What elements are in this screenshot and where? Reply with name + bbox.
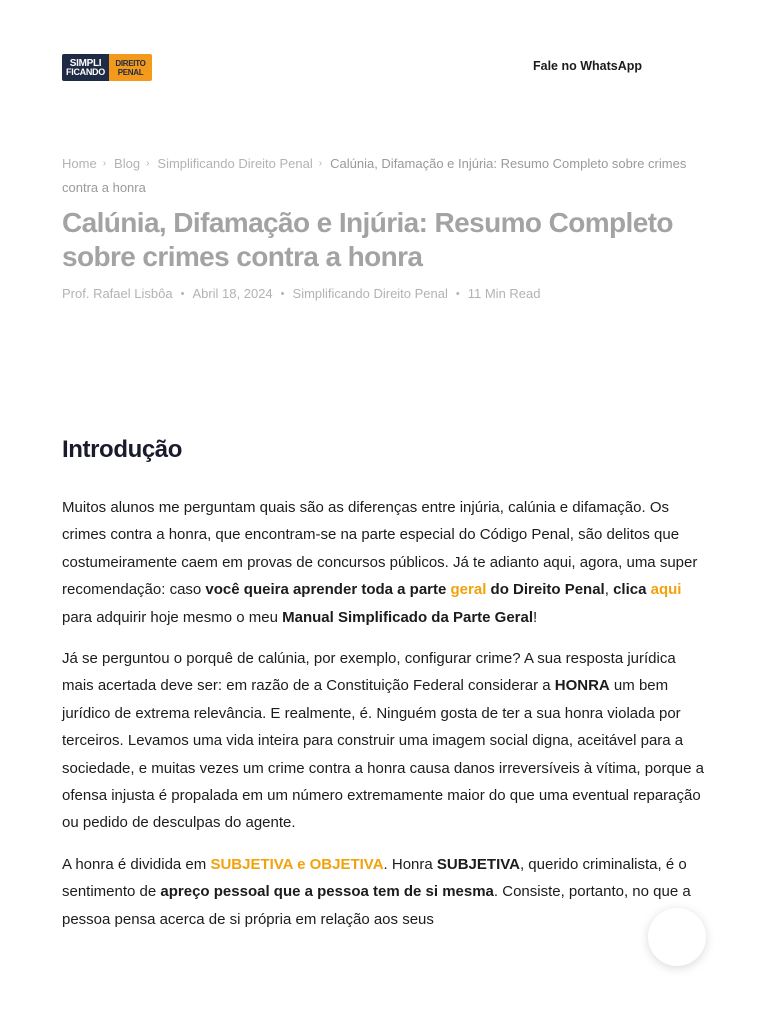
p3-accent-subjetiva-objetiva: SUBJETIVA e OBJETIVA bbox=[210, 855, 384, 873]
p1-text-2: , bbox=[604, 581, 614, 599]
meta-author[interactable]: Prof. Rafael Lisbôa bbox=[62, 286, 173, 301]
site-logo[interactable] bbox=[62, 54, 152, 81]
article-body bbox=[62, 436, 708, 947]
p3-text-4: . Consiste, portanto, no que a pessoa pensa acerca de si própria em relação aos seus bbox=[62, 883, 691, 928]
logo-text-penal: PENAL bbox=[117, 67, 144, 77]
breadcrumb-home[interactable]: Home bbox=[62, 156, 97, 171]
p1-text-1: Muitos alunos me perguntam quais são as diferenças entre injúria, calúnia e difamação. Os crimes contra a honra, que encontram-se na parte especial do Código Penal, são delitos que costumeiramente caem em provas de concursos públicos. Já te adianto aqui, agora, uma super recomendação: caso bbox=[62, 499, 698, 599]
chat-widget-button[interactable] bbox=[648, 908, 706, 966]
paragraph-3 bbox=[62, 851, 708, 933]
meta-dot: • bbox=[455, 287, 460, 300]
logo-right-block bbox=[109, 54, 152, 81]
paragraph-1 bbox=[62, 494, 708, 631]
p3-bold-apreco: apreço pessoal que a pessoa tem de si mesma bbox=[160, 883, 494, 901]
p3-bold-subjetiva: SUBJETIVA bbox=[436, 855, 520, 873]
meta-dot: • bbox=[180, 287, 185, 300]
meta-read-time: 11 Min Read bbox=[467, 286, 541, 301]
chevron-right-icon: › bbox=[318, 158, 323, 169]
meta-dot: • bbox=[280, 287, 285, 300]
breadcrumb-current: Calúnia, Difamação e Injúria: Resumo Completo sobre crimes contra a honra bbox=[62, 156, 687, 195]
p3-text-1: A honra é dividida em bbox=[62, 855, 211, 873]
breadcrumb-blog[interactable]: Blog bbox=[114, 156, 141, 171]
p2-text-2: um bem jurídico de extrema relevância. E realmente, é. Ninguém gosta de ter a sua honra violada por terceiros. Levamos uma vida inteira para construir uma imagem social digna, aceitável para a sociedade, e muitas vezes um crime contra a honra causa danos irreversíveis à vítima, porque a ofensa injusta é propalada em um número extremamente maior do que uma eventual reparação ou pedido de desculpas do agente. bbox=[62, 677, 704, 832]
logo-text-simpli: SIMPLI bbox=[69, 57, 102, 69]
page-title: Calúnia, Difamação e Injúria: Resumo Completo sobre crimes contra a honra bbox=[62, 207, 673, 272]
p1-text-3: para adquirir hoje mesmo o meu bbox=[62, 608, 283, 626]
logo-left-block bbox=[62, 54, 109, 81]
post-meta bbox=[62, 286, 541, 301]
p2-bold-honra: HONRA bbox=[554, 677, 610, 695]
p1-bold-3: clica bbox=[613, 581, 651, 599]
meta-category[interactable]: Simplificando Direito Penal bbox=[292, 286, 448, 301]
p1-bold-2: do Direito Penal bbox=[486, 581, 605, 599]
paragraph-2 bbox=[62, 645, 708, 837]
chevron-right-icon: › bbox=[146, 158, 150, 169]
whatsapp-link[interactable]: Fale no WhatsApp bbox=[533, 59, 643, 73]
section-heading-introducao: Introdução bbox=[62, 436, 182, 463]
site-header bbox=[0, 0, 768, 130]
breadcrumb bbox=[62, 153, 712, 199]
logo-text-direito: DIREITO bbox=[115, 58, 146, 68]
p3-text-2: . Honra bbox=[383, 855, 437, 873]
p3-text-3: , querido criminalista, é o sentimento de bbox=[62, 855, 687, 901]
p1-text-4: ! bbox=[533, 608, 538, 626]
p1-bold-4: Manual Simplificado da Parte Geral bbox=[282, 608, 534, 626]
logo-text-ficando: FICANDO bbox=[66, 66, 105, 77]
p1-bold-1: você queira aprender toda a parte bbox=[205, 581, 451, 599]
meta-date: Abril 18, 2024 bbox=[192, 286, 273, 301]
link-geral[interactable]: geral bbox=[450, 581, 487, 599]
breadcrumb-category[interactable]: Simplificando Direito Penal bbox=[157, 156, 313, 171]
p2-text-1: Já se perguntou o porquê de calúnia, por exemplo, configurar crime? A sua resposta jurídica mais acertada deve ser: em razão de a Constituição Federal considerar a bbox=[62, 650, 676, 695]
chevron-right-icon: › bbox=[102, 158, 107, 169]
link-aqui[interactable]: aqui bbox=[650, 581, 682, 599]
